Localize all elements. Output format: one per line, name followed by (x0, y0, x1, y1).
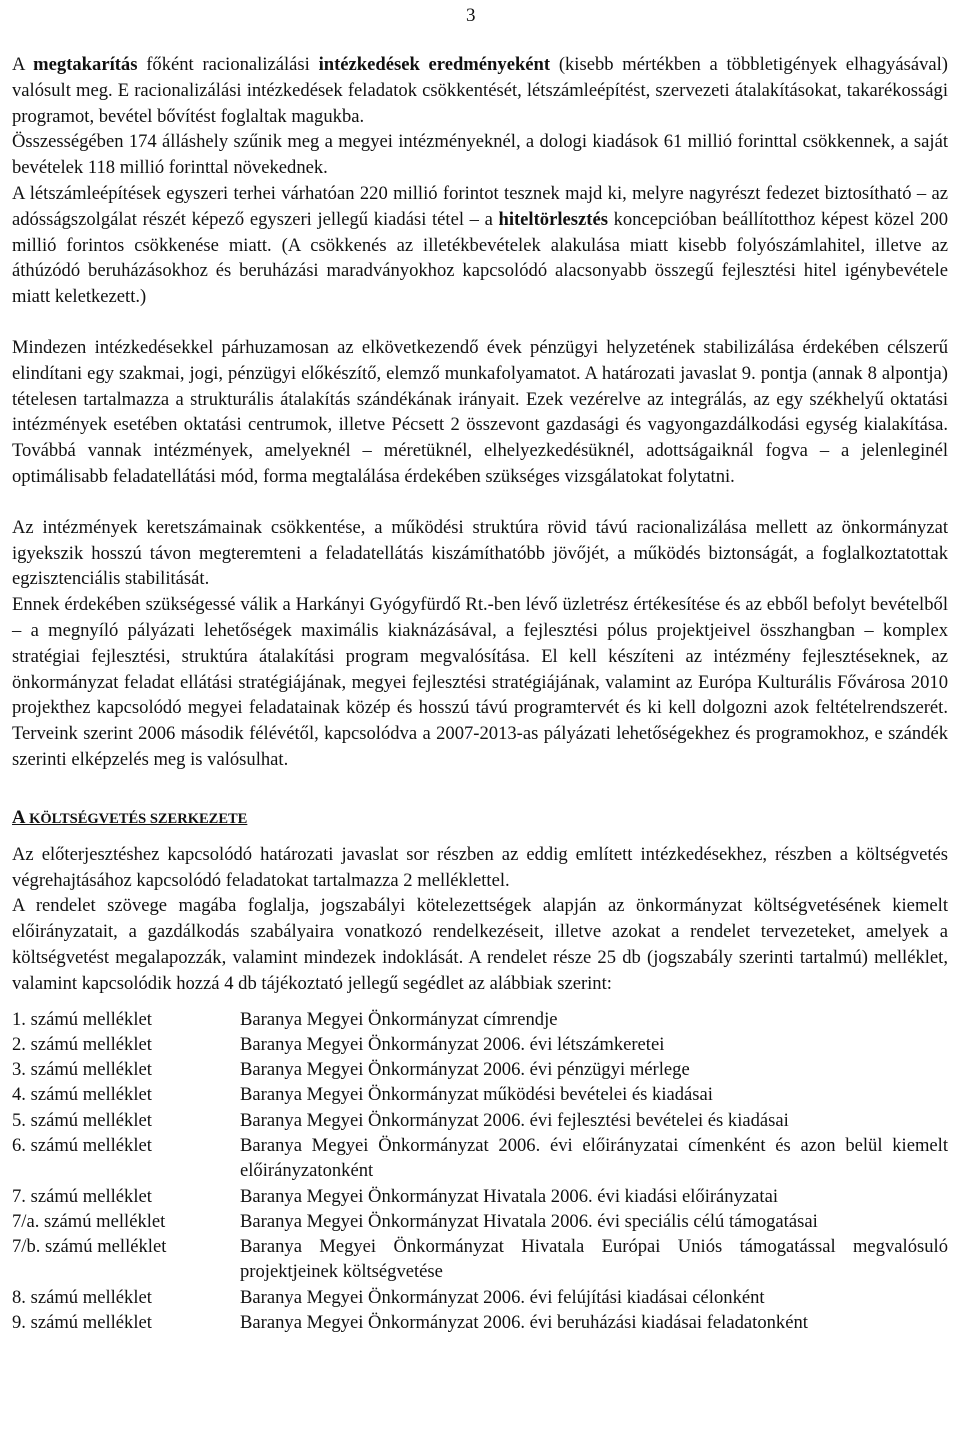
annex-title: Baranya Megyei Önkormányzat 2006. évi pénzügyi mérlege (240, 1059, 690, 1081)
paragraph-measures: Mindezen intézkedésekkel párhuzamosan az elkövetkezendő évek pénzügyi helyzetének stabilizálása érdekében célszerű elindítani egy szakmai, jogi, pénzügyi előkészítő, elemző munkafolyamatot. A határozati javaslat 9. pontja (annak 8 alpontja) tételesen tartalmazza a strukturális átalakítás szándékának irányait. Ezek vezérelve az integrálás, az egy székhelyű oktatási intézmények esetében oktatási centrumok, illetve Pécsett 2 összevont gazdasági és vagyongazdálkodási egység kialakítása. Továbbá vannak intézmények, amelyeknél – méretüknél, elhelyezkedésüknél, adottságaiknál fogva – a jelenleginél optimálisabb feladatellátási mód, forma megtalálása érdekében szükséges vizsgálatokat folytatni. (12, 336, 948, 487)
annex-row (12, 1108, 948, 1133)
annex-number: 9. számú melléklet (12, 1312, 152, 1334)
annex-row (12, 1057, 948, 1082)
paragraph-layoffs (12, 181, 948, 310)
annex-number: 3. számú melléklet (12, 1059, 152, 1081)
text-span: főként racionalizálási (137, 54, 319, 75)
section-heading (12, 805, 948, 832)
paragraph-gap (12, 773, 948, 798)
annex-row (12, 1184, 948, 1209)
annex-number: 4. számú melléklet (12, 1084, 152, 1106)
annex-title: Baranya Megyei Önkormányzat 2006. évi fejlesztési bevételei és kiadásai (240, 1109, 789, 1131)
paragraph-gap (12, 310, 948, 335)
text-span: A (12, 54, 34, 75)
annex-title: Baranya Megyei Önkormányzat működési bevételei és kiadásai (240, 1084, 713, 1106)
annex-number: 7/a. számú melléklet (12, 1210, 166, 1232)
bold-term-measures: intézkedések eredményeként (318, 54, 551, 75)
annex-title: Baranya Megyei Önkormányzat 2006. évi előirányzatai címenként és azon belül kiemelt előirányzatonként (240, 1134, 948, 1182)
annex-row (12, 1234, 948, 1285)
document-body (12, 52, 948, 1335)
text-span: (kisebb mértékben a többletigények elhagyásával) valósult meg. E racionalizálási intézkedések feladatok csökkentését, létszámleépítést, szervezeti átalakításokat, takarékossági programot, bevétel bővítést foglaltak magukba. (12, 54, 948, 127)
annex-row (12, 1082, 948, 1107)
annex-number: 5. számú melléklet (12, 1109, 152, 1131)
paragraph-regulation: A rendelet szövege magába foglalja, jogszabályi kötelezettségek alapján az önkormányzat költségvetésének kiemelt előirányzatait, a gazdálkodás szabályaira vonatkozó rendelkezéseit, illetve azokat a rendelet tervezeteket, amelyek a költségvetést megalapozzák, valamint mindezek indoklását. A rendelet része 25 db (jogszabály szerinti tartalmú) melléklet, valamint kapcsolódik hozzá 4 db tájékoztató jellegű segédlet az alábbiak szerint: (12, 895, 948, 994)
annex-number: 2. számú melléklet (12, 1033, 152, 1055)
annex-number: 1. számú melléklet (12, 1008, 152, 1030)
annex-title: Baranya Megyei Önkormányzat 2006. évi felújítási kiadásai célonként (240, 1286, 765, 1308)
annex-title: Baranya Megyei Önkormányzat 2006. évi beruházási kiadásai feladatonként (240, 1312, 808, 1334)
annex-number: 8. számú melléklet (12, 1286, 152, 1308)
annex-row (12, 1133, 948, 1184)
annex-row (12, 1007, 948, 1032)
page-number: 3 (466, 5, 476, 26)
annex-title: Baranya Megyei Önkormányzat Hivatala 2006. évi speciális célú támogatásai (240, 1210, 818, 1232)
paragraph-harkany: Ennek érdekében szükségessé válik a Harkányi Gyógyfürdő Rt.-ben lévő üzletrész értékesítése és az ebből befolyt bevételből – a megnyíló pályázati lehetőségek maximális kiaknázásával, a fejlesztési pólus projektjeivel összhangban – komplex stratégiai fejlesztési, struktúra átalakítási program megvalósítása. El kell készíteni az intézmény fejlesztéseknek, az önkormányzat feladat ellátási stratégiájának, megyei fejlesztési stratégiájának, valamint az Európa Kulturális Fővárosa 2010 projekthez kapcsolódó megyei feladatainak közép és hosszú távú programtervét és ki kell dolgozni azok feltételrendszerét. Terveink szerint 2006 második félévétől, kapcsolódva a 2007-2013-as pályázati lehetőségekhez és programokhoz, e szándék szerinti elképzelés meg is valósulhat. (12, 594, 948, 770)
annex-list (12, 1007, 948, 1336)
heading-rest: KÖLTSÉGVETÉS SZERKEZETE (29, 810, 248, 827)
annex-row (12, 1032, 948, 1057)
bold-term-loan-repayment: hiteltörlesztés (498, 208, 608, 230)
annex-row (12, 1209, 948, 1234)
annex-number: 6. számú melléklet (12, 1134, 152, 1156)
annex-title: Baranya Megyei Önkormányzat Hivatala Európai Uniós támogatással megvalósuló projektjeinek költségvetése (240, 1236, 948, 1283)
annex-title: Baranya Megyei Önkormányzat Hivatala 2006. évi kiadási előirányzatai (240, 1185, 778, 1207)
annex-row (12, 1310, 948, 1335)
bold-term-savings: megtakarítás (33, 54, 138, 75)
paragraph-gap (12, 490, 948, 515)
paragraph-positions: Összességében 174 álláshely szűnik meg a megyei intézményeknél, a dologi kiadások 61 millió forinttal csökkennek, a saját bevételek 118 millió forinttal növekednek. (12, 131, 948, 179)
annex-number: 7/b. számú melléklet (12, 1236, 167, 1258)
text-span: A létszámleépítések egyszeri terhei várhatóan 220 millió forintot tesznek majd ki, melyre nagyrészt fedezet biztosítható – az adósságszolgálat részét képező egyszeri jellegű kiadási tétel – a (12, 182, 948, 230)
annex-number: 7. számú melléklet (12, 1185, 152, 1207)
text-span: koncepcióban beállítotthoz képest közel 200 millió forintos csökkenése miatt. (A csökkenés az illetékbevételek alakulása miatt kisebb folyószámlahitel, illetve az áthúzódó beruházásokhoz és beruházási maradványokhoz kapcsolódó alacsonyabb összegű fejlesztési hitel igénybevétele miatt keletkezett.) (12, 208, 948, 308)
paragraph-proposal: Az előterjesztéshez kapcsolódó határozati javaslat sor részben az eddig említett intézkedésekhez, részben a költségvetés végrehajtásához kapcsolódó feladatokat tartalmazza 2 melléklettel. (12, 843, 948, 891)
heading-first-letter: A (12, 806, 30, 828)
paragraph-institutions: Az intézmények keretszámainak csökkentése, a működési struktúra rövid távú racionalizálása mellett az önkormányzat igyekszik hosszú távon megteremteni a feladatellátás kiszámíthatóbb jövőjét, a működés biztonságát, a foglalkoztatottak egzisztenciális stabilitását. (12, 516, 948, 590)
annex-title: Baranya Megyei Önkormányzat 2006. évi létszámkeretei (240, 1033, 665, 1055)
annex-row (12, 1285, 948, 1310)
annex-title: Baranya Megyei Önkormányzat címrendje (240, 1008, 558, 1030)
paragraph-savings (12, 52, 948, 129)
